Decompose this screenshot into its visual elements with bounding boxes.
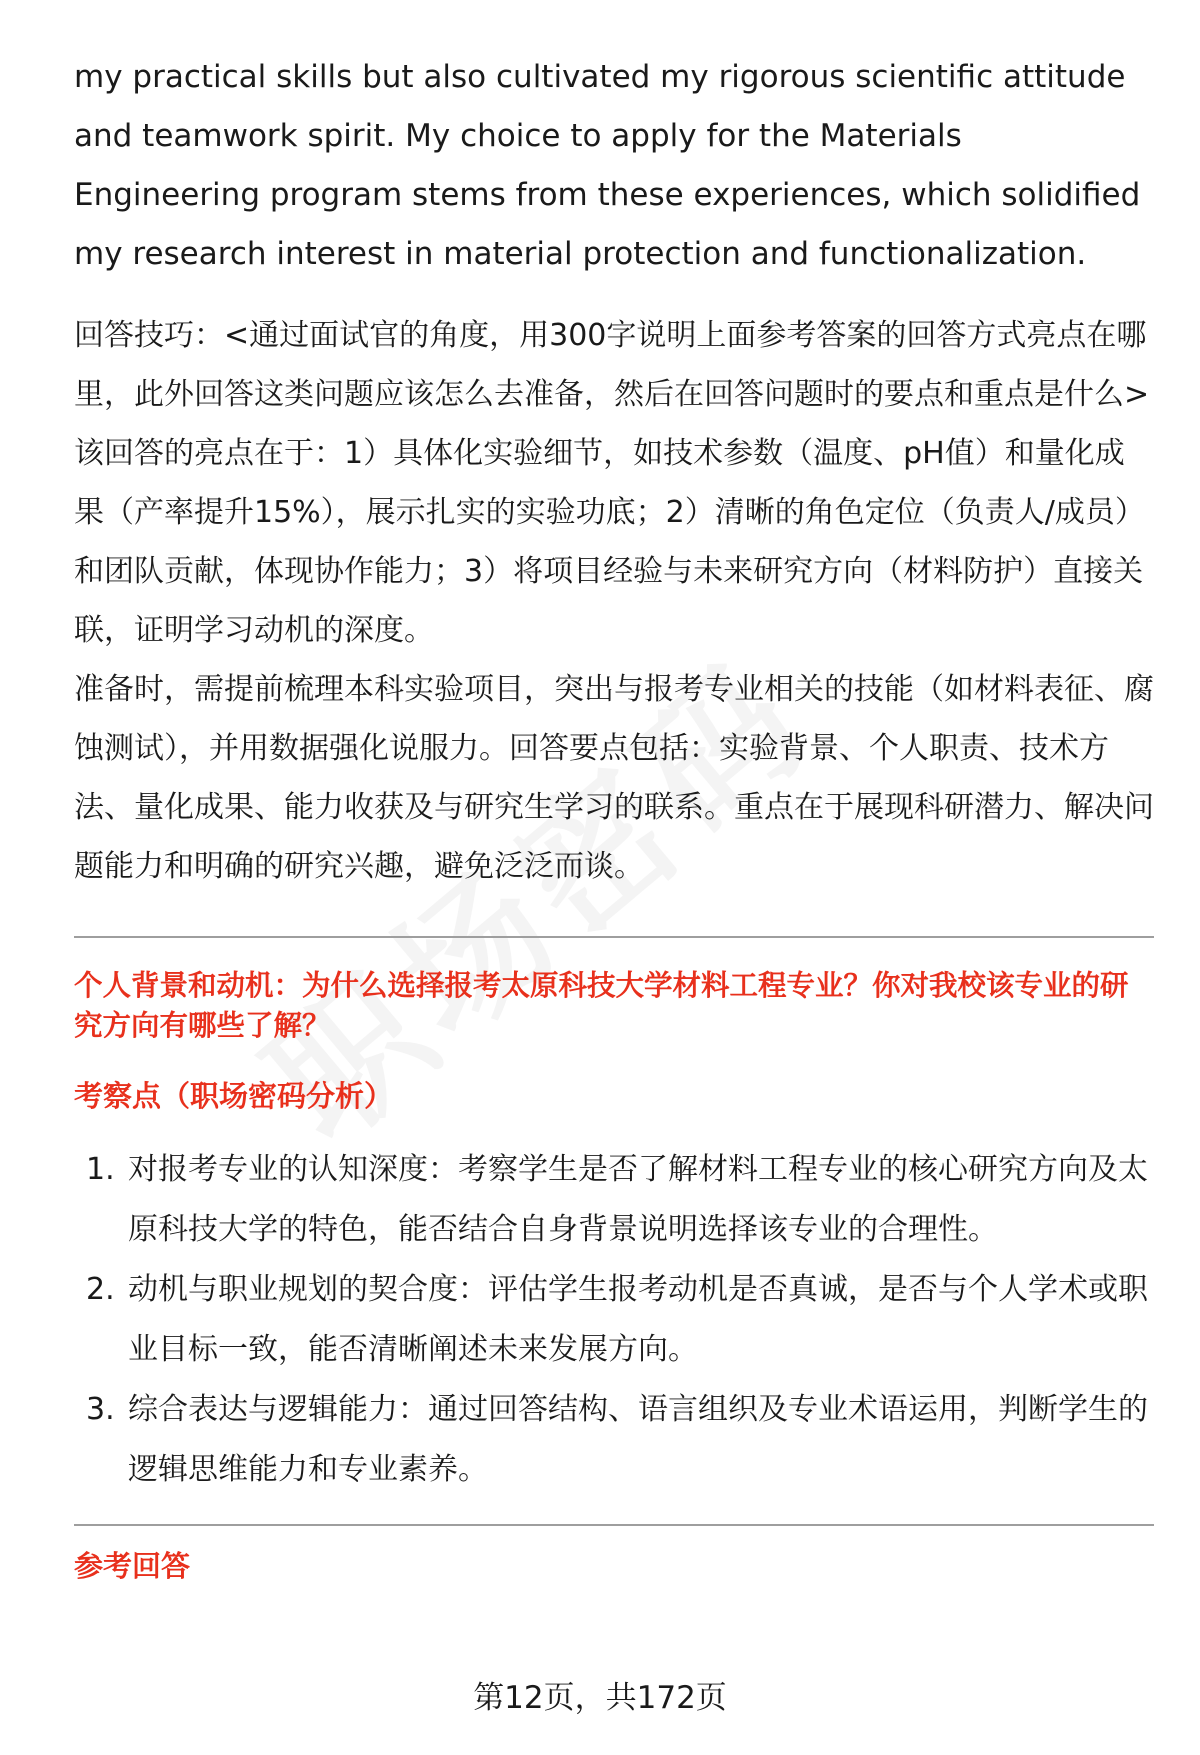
list-item-text: 综合表达与逻辑能力：通过回答结构、语言组织及专业术语运用，判断学生的逻辑思维能力和专业素养。 <box>128 1392 1148 1487</box>
list-item-number: 3. <box>86 1392 115 1427</box>
tips-highlight-paragraph: 该回答的亮点在于：1）具体化实验细节，如技术参数（温度、pH值）和量化成果（产率提升15%），展示扎实的实验功底；2）清晰的角色定位（负责人/成员）和团队贡献，体现协作能力；3）将项目经验与未来研究方向（材料防护）直接关联，证明学习动机的深度。 <box>74 436 1145 648</box>
english-answer-paragraph: my practical skills but also cultivated my rigorous scientific attitude and teamwork spirit. My choice to apply for the Materials Engineering program stems from these experiences, which solidified my research interest in material protection and functionalization. <box>74 59 1141 272</box>
analysis-points-list <box>74 1140 1154 1500</box>
list-item <box>74 1380 1154 1500</box>
analysis-heading: 考察点（职场密码分析） <box>74 1079 394 1113</box>
list-item-text: 对报考专业的认知深度：考察学生是否了解材料工程专业的核心研究方向及太原科技大学的特色，能否结合自身背景说明选择该专业的合理性。 <box>128 1152 1148 1247</box>
reference-answer-heading: 参考回答 <box>74 1549 191 1583</box>
list-item-number: 1. <box>86 1152 115 1187</box>
page-content <box>74 48 1154 1586</box>
list-item-text: 动机与职业规划的契合度：评估学生报考动机是否真诚，是否与个人学术或职业目标一致，能否清晰阐述未来发展方向。 <box>128 1272 1148 1367</box>
list-item <box>74 1140 1154 1260</box>
list-item-number: 2. <box>86 1272 115 1307</box>
tips-prepare-paragraph: 准备时，需提前梳理本科实验项目，突出与报考专业相关的技能（如材料表征、腐蚀测试），并用数据强化说服力。回答要点包括：实验背景、个人职责、技术方法、量化成果、能力收获及与研究生学习的联系。重点在于展现科研潜力、解决问题能力和明确的研究兴趣，避免泛泛而谈。 <box>74 672 1154 884</box>
page-footer: 第12页，共172页 <box>473 1680 727 1716</box>
list-item <box>74 1260 1154 1380</box>
question-heading: 个人背景和动机：为什么选择报考太原科技大学材料工程专业？你对我校该专业的研究方向有哪些了解？ <box>74 969 1129 1042</box>
tips-intro-paragraph: 回答技巧：<通过面试官的角度，用300字说明上面参考答案的回答方式亮点在哪里，此外回答这类问题应该怎么去准备，然后在回答问题时的要点和重点是什么> <box>74 318 1150 412</box>
